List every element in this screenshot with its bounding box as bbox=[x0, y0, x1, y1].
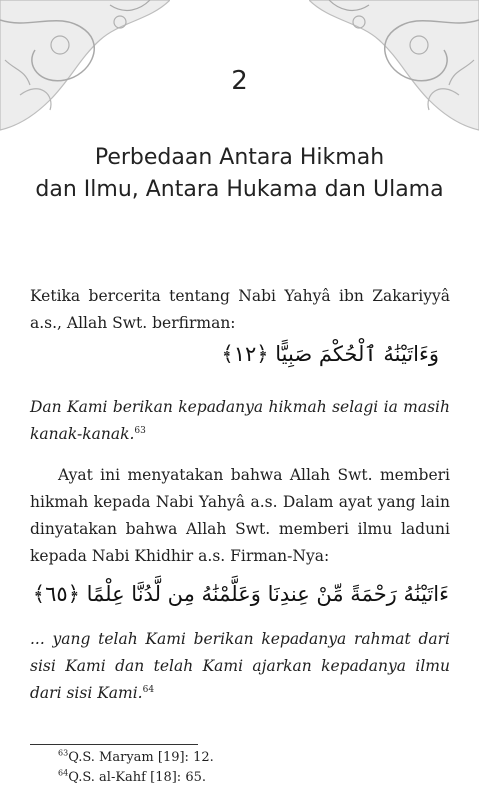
intro-paragraph: Ketika bercerita tentang Nabi Yahyâ ibn Zakariyyâ a.s., Allah Swt. berfirman: bbox=[30, 287, 450, 332]
footnote-number: 64 bbox=[58, 768, 69, 778]
verse-translation-2-text: ... yang telah Kami berikan kepadanya rahmat dari sisi Kami dan telah Kami ajarkan kepadanya ilmu dari sisi Kami. bbox=[30, 630, 450, 702]
footnotes bbox=[58, 748, 214, 788]
footnote-ref-64[interactable]: 64 bbox=[142, 684, 155, 695]
arabic-verse-kahf: ءَاتَيْنَٰهُ رَحْمَةً مِّنْ عِندِنَا وَعَلَّمْنَٰهُ مِن لَّدُنَّا عِلْمًا ﴿٦٥﴾ bbox=[32, 582, 449, 606]
explanation-paragraph: Ayat ini menyatakan bahwa Allah Swt. memberi hikmah kepada Nabi Yahyâ a.s. Dalam ayat yang lain dinyatakan bahwa Allah Swt. memberi ilmu laduni kepada Nabi Khidhir a.s. Firman-Nya: bbox=[30, 466, 450, 565]
footnote-ref-63[interactable]: 63 bbox=[134, 425, 146, 436]
verse-translation-2 bbox=[30, 626, 450, 707]
footnote-text: Q.S. Maryam [19]: 12. bbox=[68, 750, 214, 765]
verse-translation-1-text: Dan Kami berikan kepadanya hikmah selagi ia masih kanak-kanak. bbox=[30, 398, 450, 443]
chapter-title-line-1: Perbedaan Antara Hikmah bbox=[94, 145, 385, 170]
chapter-number: 2 bbox=[231, 66, 248, 96]
chapter-title-line-2: dan Ilmu, Antara Hukama dan Ulama bbox=[35, 177, 444, 202]
verse-translation-1 bbox=[30, 394, 450, 448]
footnote-text: Q.S. al-Kahf [18]: 65. bbox=[68, 770, 206, 785]
footnote-64 bbox=[58, 768, 214, 788]
footnote-number: 63 bbox=[58, 748, 69, 758]
chapter-title bbox=[0, 142, 479, 206]
footnote-divider bbox=[30, 744, 198, 745]
arabic-verse-maryam: وَءَاتَيْنَٰهُ ٱلْحُكْمَ صَبِيًّا ﴿١٢﴾ bbox=[221, 342, 439, 366]
footnote-63 bbox=[58, 748, 214, 768]
